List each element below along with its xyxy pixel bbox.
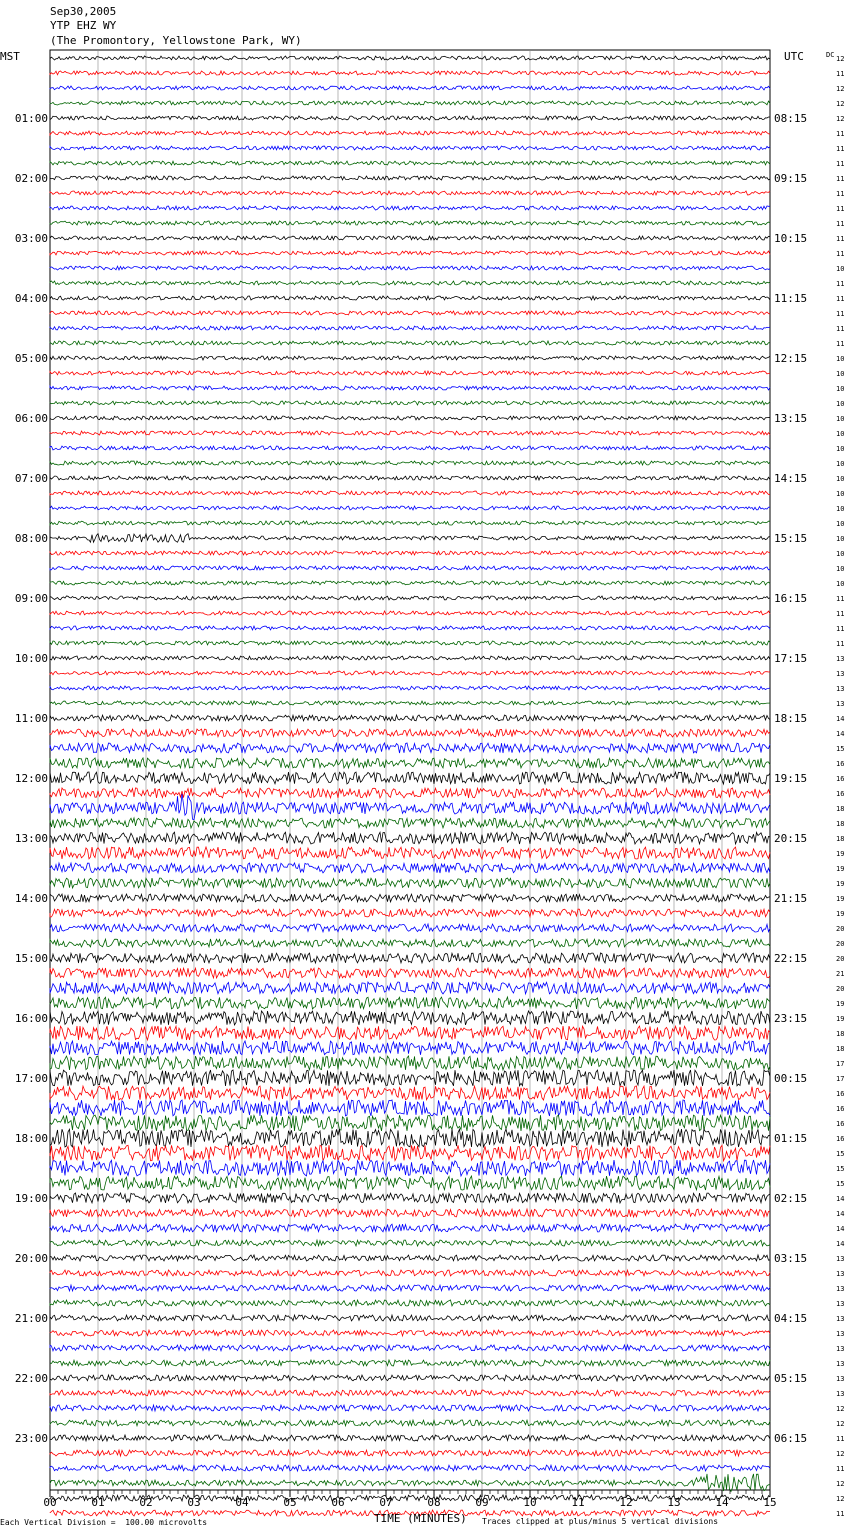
trace-line [50, 671, 770, 675]
dc-offset-label: 13 [836, 1330, 845, 1338]
dc-offset-label: 19 [836, 1015, 845, 1023]
dc-offset-label: 16 [836, 790, 845, 798]
dc-offset-label: 18 [836, 835, 845, 843]
x-tick-label: 13 [667, 1496, 681, 1509]
dc-offset-label: 19 [836, 895, 845, 903]
trace-line [50, 1086, 770, 1100]
left-time-label: 21:00 [14, 1312, 48, 1325]
trace-line [50, 476, 770, 480]
x-tick-label: 03 [187, 1496, 201, 1509]
dc-offset-label: 14 [836, 1195, 845, 1203]
right-time-label: 04:15 [774, 1312, 808, 1325]
dc-offset-label: 11 [836, 205, 845, 213]
trace-line [50, 491, 770, 495]
trace-line [50, 626, 770, 630]
left-time-label: 01:00 [14, 112, 48, 125]
trace-line [50, 191, 770, 195]
left-time-label: 11:00 [14, 712, 48, 725]
trace-line [50, 894, 770, 902]
dc-offset-label: 12 [836, 100, 845, 108]
dc-offset-label: 10 [836, 415, 845, 423]
trace-line [50, 596, 770, 600]
right-axis-label: UTC [784, 50, 804, 63]
dc-offset-label: 14 [836, 1225, 845, 1233]
dc-offset-label: 10 [836, 580, 845, 588]
trace-line [50, 863, 770, 873]
dc-offset-label: 11 [836, 280, 845, 288]
dc-offset-label: 11 [836, 325, 845, 333]
trace-line [50, 281, 770, 285]
dc-offset-label: 11 [836, 160, 845, 168]
dc-offset-label: 10 [836, 565, 845, 573]
trace-line [50, 521, 770, 525]
x-tick-label: 12 [619, 1496, 633, 1509]
trace-line [50, 221, 770, 225]
left-time-label: 03:00 [14, 232, 48, 245]
left-time-label: 16:00 [14, 1012, 48, 1025]
dc-offset-label: 11 [836, 235, 845, 243]
x-axis-title: TIME (MINUTES) [374, 1512, 467, 1525]
dc-offset-label: 11 [836, 145, 845, 153]
left-time-label: 19:00 [14, 1192, 48, 1205]
dc-offset-label: 20 [836, 985, 845, 993]
trace-line [50, 641, 770, 645]
dc-offset-label: 21 [836, 970, 845, 978]
trace-line [50, 1435, 770, 1441]
left-time-label: 09:00 [14, 592, 48, 605]
right-time-label: 20:15 [774, 832, 808, 845]
right-time-label: 17:15 [774, 652, 808, 665]
trace-line [50, 794, 770, 820]
dc-offset-label: 10 [836, 505, 845, 513]
dc-offset-label: 13 [836, 1360, 845, 1368]
trace-line [50, 1390, 770, 1396]
right-time-label: 14:15 [774, 472, 808, 485]
dc-offset-label: 19 [836, 910, 845, 918]
trace-line [50, 1129, 770, 1147]
dc-offset-label: 10 [836, 535, 845, 543]
right-time-label: 18:15 [774, 712, 808, 725]
dc-offset-label: 12 [836, 1495, 845, 1503]
dc-offset-label: 10 [836, 520, 845, 528]
right-time-label: 23:15 [774, 1012, 808, 1025]
left-time-label: 08:00 [14, 532, 48, 545]
right-time-label: 03:15 [774, 1252, 808, 1265]
trace-line [50, 266, 770, 270]
x-tick-label: 05 [283, 1496, 297, 1509]
dc-offset-label: 13 [836, 1315, 845, 1323]
right-time-label: 05:15 [774, 1372, 808, 1385]
trace-line [50, 401, 770, 405]
trace-line [50, 1420, 770, 1426]
dc-offset-label: 19 [836, 850, 845, 858]
dc-offset-label: 13 [836, 1255, 845, 1263]
left-time-label: 23:00 [14, 1432, 48, 1445]
right-time-label: 09:15 [774, 172, 808, 185]
dc-offset-label: 13 [836, 685, 845, 693]
trace-line [50, 1270, 770, 1276]
trace-line [50, 847, 770, 859]
dc-offset-label: 10 [836, 475, 845, 483]
trace-line [50, 772, 770, 784]
trace-line [50, 832, 770, 844]
footer-scale-note: Each Vertical Division = 100.00 microvolts [0, 1518, 208, 1527]
trace-line [50, 326, 770, 330]
left-time-label: 22:00 [14, 1372, 48, 1385]
trace-line [50, 566, 770, 570]
left-time-label: 12:00 [14, 772, 48, 785]
trace-line [50, 371, 770, 375]
right-time-label: 13:15 [774, 412, 808, 425]
dc-offset-label: 11 [836, 610, 845, 618]
trace-line [50, 729, 770, 737]
dc-offset-label: 18 [836, 1045, 845, 1053]
trace-line [50, 1285, 770, 1291]
trace-line [50, 1056, 770, 1070]
dc-offset-label: 12 [836, 1480, 845, 1488]
dc-offset-label: 16 [836, 775, 845, 783]
trace-line [50, 86, 770, 90]
dc-offset-label: 15 [836, 1165, 845, 1173]
dc-offset-label: 11 [836, 1465, 845, 1473]
dc-offset-label: 12 [836, 1420, 845, 1428]
dc-offset-label: 13 [836, 1390, 845, 1398]
dc-offset-label: 18 [836, 820, 845, 828]
trace-line [50, 1176, 770, 1190]
left-time-label: 17:00 [14, 1072, 48, 1085]
dc-offset-label: 11 [836, 190, 845, 198]
trace-line [50, 161, 770, 165]
trace-line [50, 1474, 770, 1492]
trace-line [50, 551, 770, 555]
trace-line [50, 909, 770, 917]
trace-line [50, 71, 770, 75]
trace-line [50, 1255, 770, 1261]
trace-line [50, 1450, 770, 1456]
dc-offset-label: 12 [836, 1450, 845, 1458]
dc-offset-label: 15 [836, 745, 845, 753]
trace-line [50, 176, 770, 180]
left-time-label: 13:00 [14, 832, 48, 845]
dc-offset-label: 19 [836, 865, 845, 873]
dc-offset-label: 20 [836, 940, 845, 948]
left-time-label: 05:00 [14, 352, 48, 365]
x-tick-label: 09 [475, 1496, 489, 1509]
dc-offset-label: 13 [836, 670, 845, 678]
trace-line [50, 1465, 770, 1471]
dc-offset-label: 13 [836, 1285, 845, 1293]
left-time-label: 10:00 [14, 652, 48, 665]
trace-line [50, 386, 770, 390]
dc-offset-label: 13 [836, 1300, 845, 1308]
dc-label: DC [826, 51, 835, 59]
right-time-label: 12:15 [774, 352, 808, 365]
right-time-label: 16:15 [774, 592, 808, 605]
x-tick-label: 00 [43, 1496, 57, 1509]
trace-line [50, 431, 770, 435]
dc-offset-label: 13 [836, 700, 845, 708]
trace-line [50, 1240, 770, 1246]
trace-line [50, 968, 770, 978]
dc-offset-label: 11 [836, 295, 845, 303]
trace-line [50, 206, 770, 210]
trace-line [50, 997, 770, 1009]
trace-line [50, 1375, 770, 1381]
right-time-label: 10:15 [774, 232, 808, 245]
dc-offset-label: 11 [836, 175, 845, 183]
dc-offset-label: 19 [836, 1000, 845, 1008]
trace-line [50, 341, 770, 345]
left-time-label: 14:00 [14, 892, 48, 905]
dc-offset-label: 12 [836, 85, 845, 93]
dc-offset-label: 12 [836, 115, 845, 123]
dc-offset-label: 11 [836, 1510, 845, 1518]
dc-offset-label: 15 [836, 1150, 845, 1158]
dc-offset-label: 10 [836, 490, 845, 498]
dc-offset-label: 19 [836, 880, 845, 888]
dc-offset-label: 10 [836, 400, 845, 408]
dc-offset-label: 10 [836, 355, 845, 363]
x-tick-label: 02 [139, 1496, 153, 1509]
dc-offset-label: 11 [836, 625, 845, 633]
dc-offset-label: 11 [836, 640, 845, 648]
trace-line [50, 788, 770, 798]
x-tick-label: 15 [763, 1496, 777, 1509]
trace-line [50, 743, 770, 753]
dc-offset-label: 14 [836, 715, 845, 723]
header-date: Sep30,2005 [50, 5, 117, 18]
dc-offset-label: 16 [836, 1120, 845, 1128]
trace-line [50, 146, 770, 150]
trace-line [50, 1070, 770, 1086]
trace-line [50, 939, 770, 947]
right-time-label: 11:15 [774, 292, 808, 305]
dc-offset-label: 14 [836, 1240, 845, 1248]
dc-offset-label: 11 [836, 1435, 845, 1443]
x-tick-label: 06 [331, 1496, 345, 1509]
trace-line [50, 611, 770, 615]
dc-offset-label: 10 [836, 445, 845, 453]
dc-offset-label: 11 [836, 310, 845, 318]
x-tick-label: 07 [379, 1496, 393, 1509]
left-time-label: 04:00 [14, 292, 48, 305]
right-time-label: 01:15 [774, 1132, 808, 1145]
dc-offset-label: 11 [836, 220, 845, 228]
dc-offset-label: 12 [836, 55, 845, 63]
dc-offset-label: 13 [836, 1345, 845, 1353]
dc-offset-label: 13 [836, 1375, 845, 1383]
right-time-label: 22:15 [774, 952, 808, 965]
x-tick-label: 11 [571, 1496, 585, 1509]
trace-line [50, 758, 770, 768]
dc-offset-label: 14 [836, 730, 845, 738]
trace-line [50, 1145, 770, 1161]
trace-line [50, 1405, 770, 1411]
left-time-label: 02:00 [14, 172, 48, 185]
dc-offset-label: 13 [836, 1270, 845, 1278]
dc-offset-label: 16 [836, 760, 845, 768]
trace-line [50, 101, 770, 105]
x-tick-label: 04 [235, 1496, 249, 1509]
dc-offset-label: 11 [836, 340, 845, 348]
dc-offset-label: 11 [836, 595, 845, 603]
trace-line [50, 1330, 770, 1336]
dc-offset-label: 18 [836, 805, 845, 813]
footer-clip-note: Traces clipped at plus/minus 5 vertical divisions [482, 1517, 719, 1526]
dc-offset-label: 17 [836, 1060, 845, 1068]
dc-offset-label: 11 [836, 70, 845, 78]
x-tick-label: 10 [523, 1496, 537, 1509]
dc-offset-label: 17 [836, 1075, 845, 1083]
trace-line [50, 311, 770, 315]
trace-line [50, 1100, 770, 1116]
right-time-label: 06:15 [774, 1432, 808, 1445]
dc-offset-label: 10 [836, 550, 845, 558]
dc-offset-label: 10 [836, 385, 845, 393]
dc-offset-label: 12 [836, 1405, 845, 1413]
trace-line [50, 416, 770, 420]
header-station: YTP EHZ WY [50, 19, 117, 32]
right-time-label: 02:15 [774, 1192, 808, 1205]
trace-line [50, 701, 770, 705]
dc-offset-label: 18 [836, 1030, 845, 1038]
right-time-label: 00:15 [774, 1072, 808, 1085]
dc-offset-label: 10 [836, 370, 845, 378]
dc-offset-label: 20 [836, 955, 845, 963]
trace-line [50, 878, 770, 888]
x-tick-label: 01 [91, 1496, 105, 1509]
right-time-label: 08:15 [774, 112, 808, 125]
trace-line [50, 116, 770, 120]
trace-line [50, 818, 770, 828]
trace-line [50, 506, 770, 510]
dc-offset-label: 10 [836, 265, 845, 273]
dc-offset-label: 11 [836, 130, 845, 138]
dc-offset-label: 16 [836, 1135, 845, 1143]
trace-line [50, 1160, 770, 1176]
right-time-label: 21:15 [774, 892, 808, 905]
trace-line [50, 1300, 770, 1306]
left-time-label: 18:00 [14, 1132, 48, 1145]
trace-line [50, 1041, 770, 1055]
dc-offset-label: 13 [836, 655, 845, 663]
trace-line [50, 1209, 770, 1217]
trace-line [50, 236, 770, 240]
trace-line [50, 131, 770, 135]
trace-line [50, 356, 770, 360]
trace-line [50, 1345, 770, 1351]
dc-offset-label: 16 [836, 1090, 845, 1098]
trace-line [50, 581, 770, 585]
trace-line [50, 461, 770, 465]
trace-line [50, 686, 770, 690]
trace-line [50, 656, 770, 660]
trace-line [50, 1115, 770, 1131]
dc-offset-label: 16 [836, 1105, 845, 1113]
dc-offset-label: 14 [836, 1210, 845, 1218]
left-time-label: 20:00 [14, 1252, 48, 1265]
dc-offset-label: 10 [836, 460, 845, 468]
trace-line [50, 1495, 770, 1501]
trace-line [50, 924, 770, 932]
left-time-label: 15:00 [14, 952, 48, 965]
trace-line [50, 1360, 770, 1366]
x-tick-label: 14 [715, 1496, 729, 1509]
header-location: (The Promontory, Yellowstone Park, WY) [50, 34, 302, 47]
dc-offset-label: 15 [836, 1180, 845, 1188]
trace-line [50, 534, 770, 543]
trace-line [50, 982, 770, 994]
x-tick-label: 08 [427, 1496, 441, 1509]
trace-line [50, 296, 770, 300]
right-time-label: 15:15 [774, 532, 808, 545]
trace-line [50, 953, 770, 963]
trace-line [50, 715, 770, 721]
trace-line [50, 1193, 770, 1203]
trace-line [50, 251, 770, 255]
trace-line [50, 1011, 770, 1025]
dc-offset-label: 20 [836, 925, 845, 933]
trace-line [50, 1315, 770, 1321]
trace-line [50, 56, 770, 60]
trace-line [50, 446, 770, 450]
left-axis-label: MST [0, 50, 20, 63]
dc-offset-label: 11 [836, 250, 845, 258]
left-time-label: 07:00 [14, 472, 48, 485]
trace-line [50, 1026, 770, 1040]
right-time-label: 19:15 [774, 772, 808, 785]
left-time-label: 06:00 [14, 412, 48, 425]
trace-line [50, 1224, 770, 1232]
dc-offset-label: 10 [836, 430, 845, 438]
